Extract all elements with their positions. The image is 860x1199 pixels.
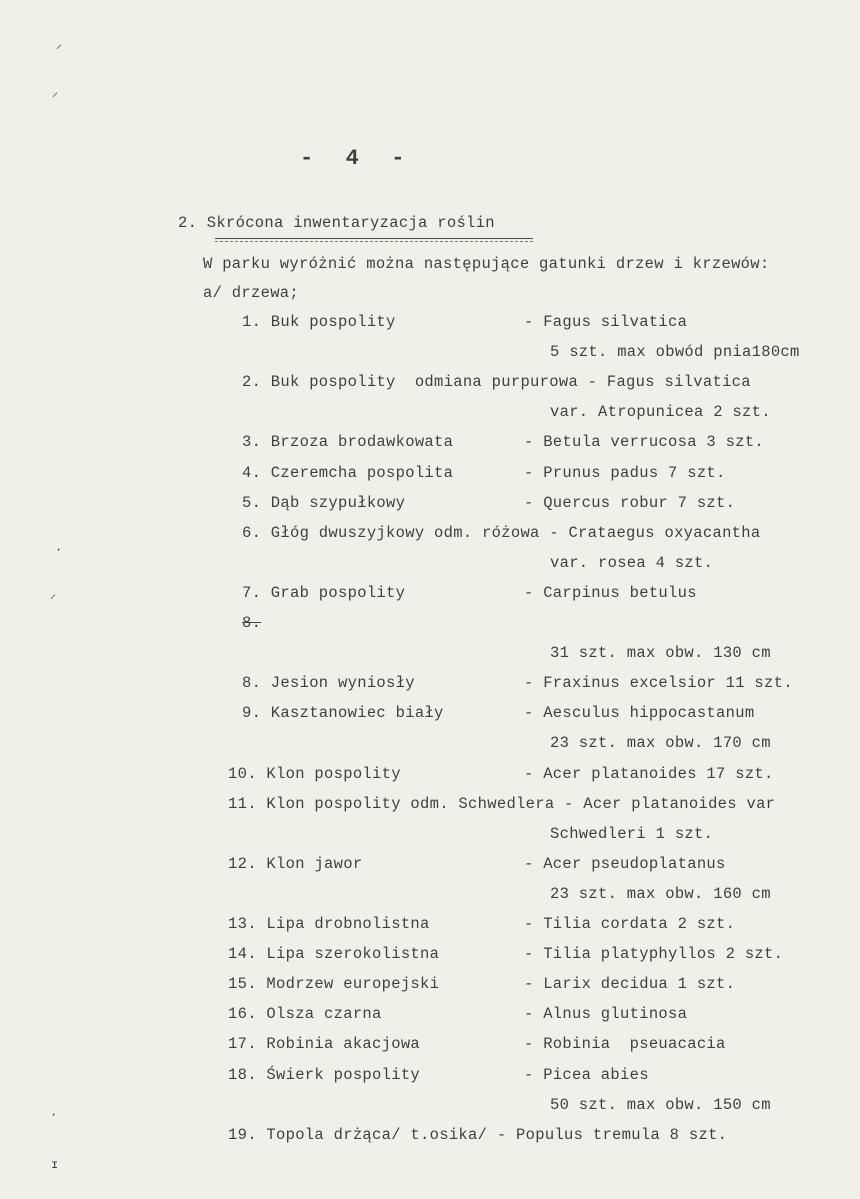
entry-continuation: 5 szt. max obwód pnia180cm [550, 343, 800, 361]
entry-polish-name: 10. Klon pospolity [228, 765, 401, 783]
entry-polish-name: 1. Buk pospolity [242, 313, 396, 331]
entry-continuation: 23 szt. max obw. 170 cm [550, 734, 771, 752]
entry-latin-name: - Fagus silvatica [524, 313, 688, 331]
margin-mark: ⸍ [56, 43, 63, 57]
margin-mark: · [50, 1108, 58, 1122]
intro-text: W parku wyróżnić można następujące gatunki drzew i krzewów: [203, 255, 770, 273]
entry-latin-name: - Acer platanoides 17 szt. [524, 765, 774, 783]
entry-polish-name: 11. Klon pospolity odm. Schwedlera - Acer platanoides var [228, 795, 776, 813]
entry-continuation: 31 szt. max obw. 130 cm [550, 644, 771, 662]
entry-latin-name: - Picea abies [524, 1066, 649, 1084]
entry-polish-name: 3. Brzoza brodawkowata [242, 433, 454, 451]
entry-continuation: Schwedleri 1 szt. [550, 825, 714, 843]
entry-polish-name: 19. Topola drżąca/ t.osika/ - Populus tremula 8 szt. [228, 1126, 728, 1144]
section-heading: 2. Skrócona inwentaryzacja roślin [178, 214, 495, 232]
entry-latin-name: - Betula verrucosa 3 szt. [524, 433, 765, 451]
subheading: a/ drzewa; [203, 284, 300, 302]
heading-underline-secondary [215, 241, 533, 242]
entry-continuation: 23 szt. max obw. 160 cm [550, 885, 771, 903]
entry-latin-name: - Prunus padus 7 szt. [524, 464, 726, 482]
entry-polish-name: 7. Grab pospolity [242, 584, 406, 602]
entry-polish-name: 8. [242, 614, 262, 632]
page-number: - 4 - [300, 146, 407, 171]
entry-polish-name: 14. Lipa szerokolistna [228, 945, 440, 963]
entry-latin-name: - Larix decidua 1 szt. [524, 975, 736, 993]
entry-polish-name: 13. Lipa drobnolistna [228, 915, 430, 933]
entry-polish-name: 4. Czeremcha pospolita [242, 464, 454, 482]
entry-polish-name: 12. Klon jawor [228, 855, 363, 873]
entry-continuation: 50 szt. max obw. 150 cm [550, 1096, 771, 1114]
entry-latin-name: - Carpinus betulus [524, 584, 697, 602]
entry-polish-name: 8. Jesion wyniosły [242, 674, 415, 692]
entry-latin-name: - Fraxinus excelsior 11 szt. [524, 674, 793, 692]
margin-mark: · [55, 543, 63, 557]
entry-polish-name: 6. Głóg dwuszyjkowy odm. różowa - Crataegus oxyacantha [242, 524, 761, 542]
entry-latin-name: - Tilia platyphyllos 2 szt. [524, 945, 784, 963]
entry-polish-name: 2. Buk pospolity odmiana purpurowa - Fagus silvatica [242, 373, 751, 391]
entry-latin-name: - Robinia pseuacacia [524, 1035, 726, 1053]
entry-polish-name: 17. Robinia akacjowa [228, 1035, 421, 1053]
entry-latin-name: - Tilia cordata 2 szt. [524, 915, 736, 933]
entry-continuation: var. Atropunicea 2 szt. [550, 403, 771, 421]
entry-polish-name: 5. Dąb szypułkowy [242, 494, 406, 512]
entry-polish-name: 15. Modrzew europejski [228, 975, 440, 993]
entry-continuation: var. rosea 4 szt. [550, 554, 714, 572]
entry-polish-name: 16. Olsza czarna [228, 1005, 382, 1023]
entry-polish-name: 18. Świerk pospolity [228, 1066, 421, 1084]
entry-latin-name: - Acer pseudoplatanus [524, 855, 726, 873]
heading-underline [215, 238, 533, 239]
margin-mark: ⸍ [50, 593, 57, 607]
entry-latin-name: - Quercus robur 7 szt. [524, 494, 736, 512]
entry-latin-name: - Aesculus hippocastanum [524, 704, 755, 722]
margin-mark: ɪ [51, 1158, 59, 1172]
margin-mark: ⸍ [52, 91, 59, 105]
entry-polish-name: 9. Kasztanowiec biały [242, 704, 444, 722]
entry-latin-name: - Alnus glutinosa [524, 1005, 688, 1023]
